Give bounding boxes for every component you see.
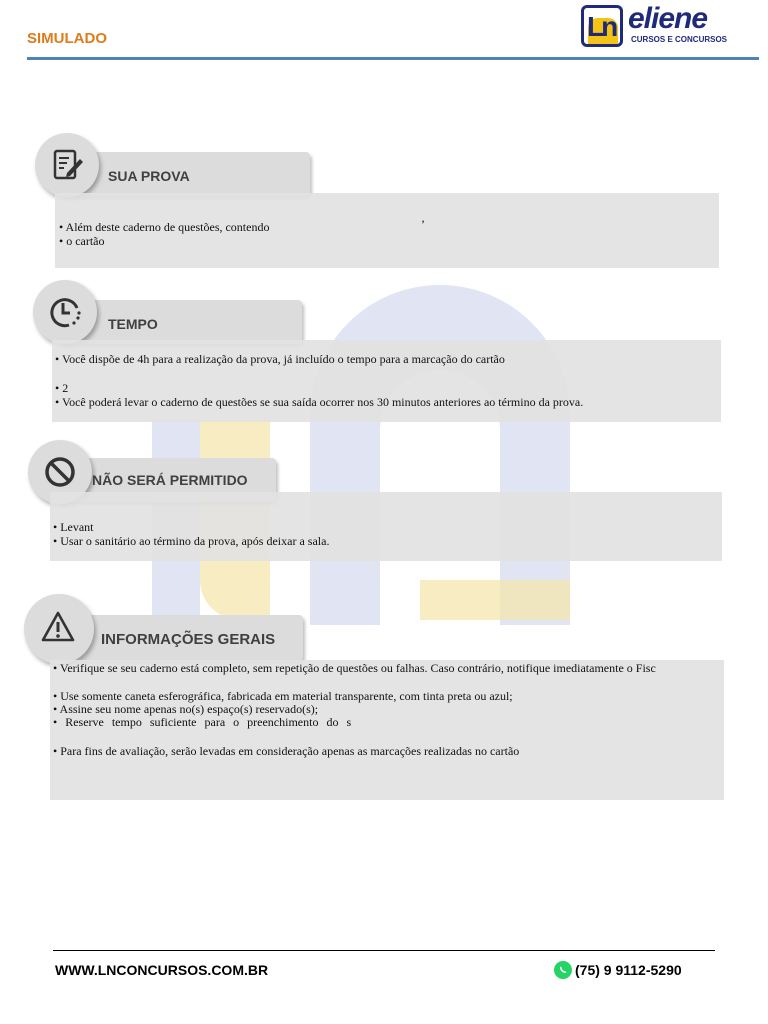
stray-mark: ’ (421, 217, 425, 231)
informacoes-line: • Use somente caneta esferográfica, fabricada em material transparente, com tinta preta ou azul; (53, 689, 513, 703)
prohibited-icon (42, 454, 78, 490)
nao-permitido-line: • Usar o sanitário ao término da prova, após deixar a sala. (53, 534, 330, 548)
logo-mark-text: Ln (587, 11, 616, 42)
nao-permitido-content (50, 492, 722, 561)
section-title-informacoes: INFORMAÇÕES GERAIS (101, 631, 276, 648)
logo-mark (581, 5, 623, 47)
footer-website: WWW.LNCONCURSOS.COM.BR (55, 962, 269, 978)
logo-tagline: CURSOS E CONCURSOS (631, 35, 728, 44)
sua-prova-content (55, 193, 719, 268)
clock-timer-icon (47, 294, 83, 330)
section-title-sua-prova: SUA PROVA (108, 168, 190, 184)
section-title-nao-permitido: NÃO SERÁ PERMITIDO (92, 472, 248, 488)
footer-phone: (75) 9 9112-5290 (575, 962, 682, 978)
informacoes-line: • Assine seu nome apenas no(s) espaço(s) reservado(s); (53, 702, 319, 716)
page-title: SIMULADO (27, 30, 107, 47)
whatsapp-icon (554, 961, 572, 979)
sua-prova-line: • o cartão (59, 234, 105, 248)
informacoes-line: • Reserve tempo suficiente para o preenchimento do s (53, 715, 352, 729)
brand-logo (581, 2, 731, 49)
nao-permitido-line: • Levant (53, 520, 94, 534)
sua-prova-line: • Além deste caderno de questões, contendo (59, 220, 270, 234)
section-header-tempo (62, 300, 302, 344)
logo-name: eliene (628, 2, 708, 35)
sua-prova-badge (35, 133, 99, 197)
tempo-line: • Você dispõe de 4h para a realização da prova, já incluído o tempo para a marcação do cartão (55, 352, 505, 366)
tempo-badge (33, 280, 97, 344)
informacoes-line: • Para fins de avaliação, serão levadas em consideração apenas as marcações realizadas no cartão (53, 744, 520, 758)
informacoes-line: • Verifique se seu caderno está completo, sem repetição de questões ou falhas. Caso contrário, notifique imediatamente o Fisc (53, 661, 656, 675)
warning-icon (40, 609, 76, 645)
section-title-tempo: TEMPO (108, 316, 158, 332)
informacoes-content (50, 660, 724, 800)
informacoes-badge (24, 594, 94, 664)
tempo-line: • Você poderá levar o caderno de questões se sua saída ocorrer nos 30 minutos anteriores ao término da prova. (55, 395, 584, 409)
header-divider (27, 57, 759, 60)
footer-divider (53, 950, 715, 951)
tempo-content (52, 340, 721, 422)
tempo-line: • 2 (55, 381, 69, 395)
notepad-pencil-icon (49, 147, 85, 183)
